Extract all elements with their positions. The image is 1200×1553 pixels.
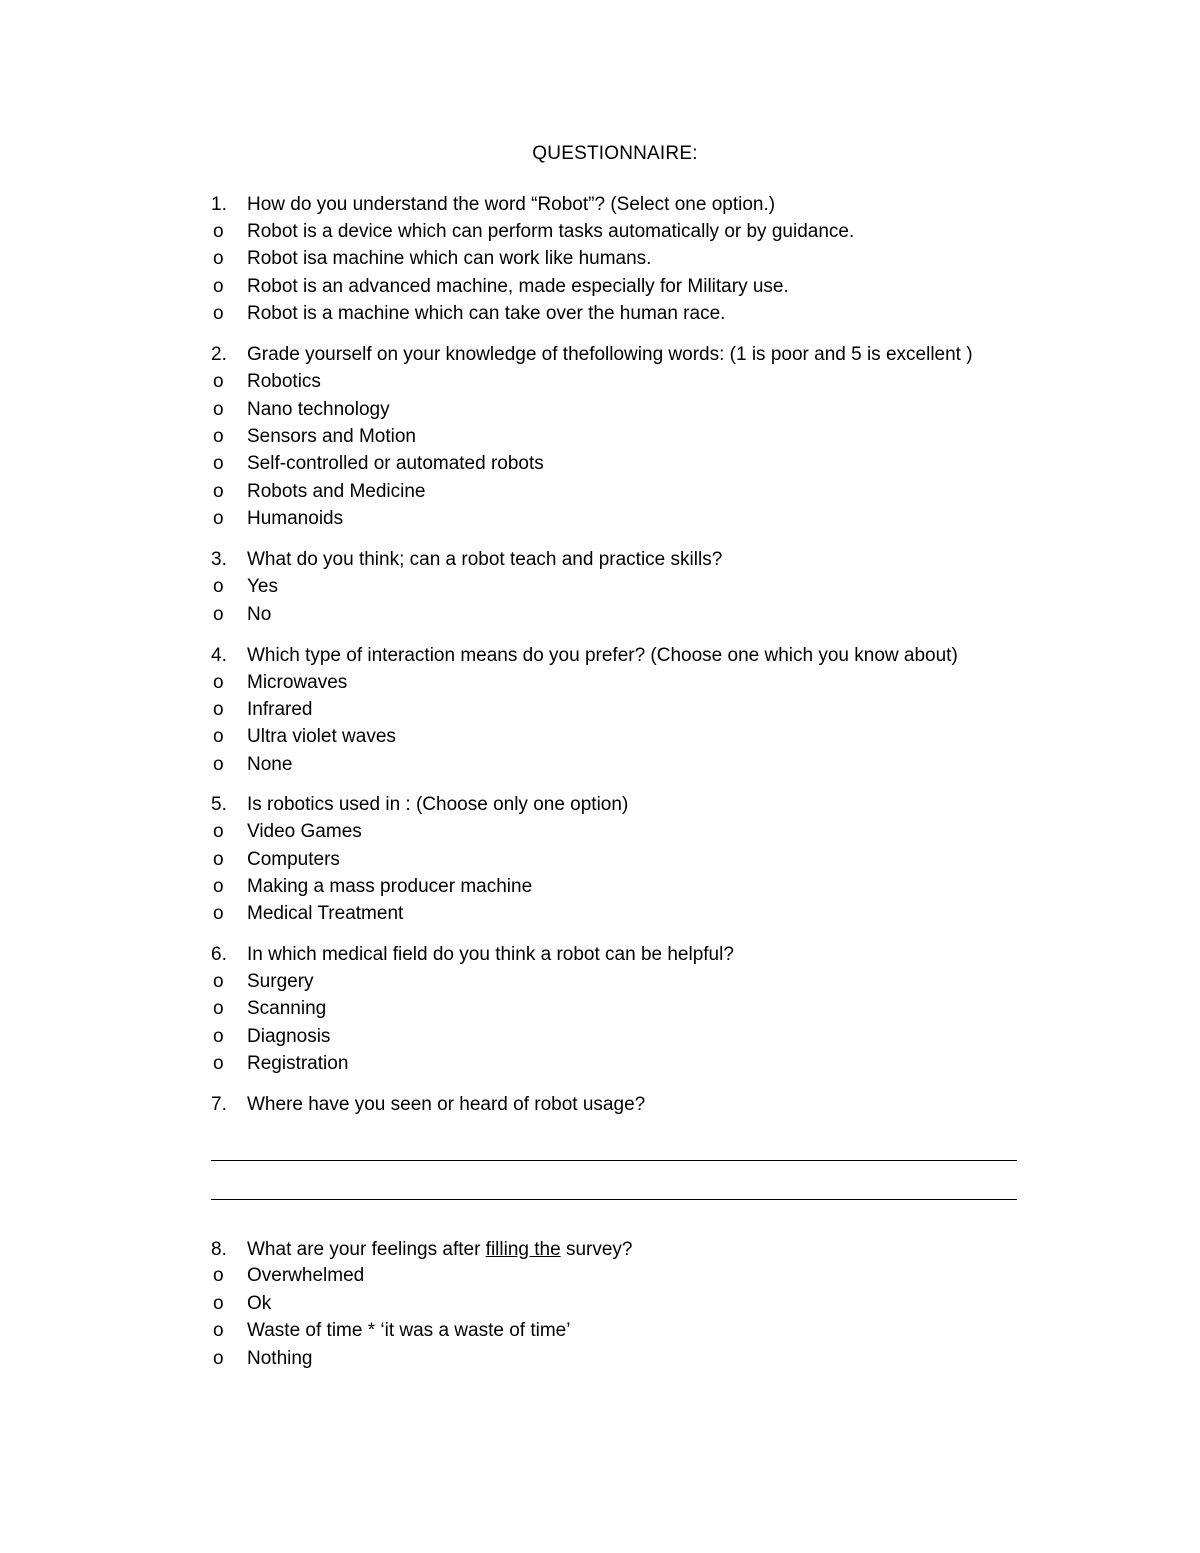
option-bullet-icon: o [213,604,224,625]
option-bullet-icon: o [213,453,224,474]
option-label: Robot is a device which can perform tasks automatically or by guidance. [247,221,855,242]
option-item[interactable] [0,218,1200,246]
option-label: Humanoids [247,508,344,529]
option-bullet-icon: o [213,971,224,992]
question-number: 7. [211,1094,227,1115]
option-label: Robot isa machine which can work like humans. [247,248,652,269]
option-bullet-icon: o [213,399,224,420]
option-item[interactable] [0,368,1200,396]
option-item[interactable] [0,1262,1200,1290]
option-bullet-icon: o [213,726,224,747]
page-title: QUESTIONNAIRE: [532,143,698,164]
question-text: Which type of interaction means do you prefer? (Choose one which you know about) [247,645,958,666]
option-item[interactable] [0,723,1200,751]
option-item[interactable] [0,1317,1200,1345]
option-label: Self-controlled or automated robots [247,453,544,474]
option-label: Nano technology [247,399,390,420]
option-item[interactable] [0,873,1200,901]
option-item[interactable] [0,846,1200,874]
option-item[interactable] [0,245,1200,273]
option-bullet-icon: o [213,1053,224,1074]
option-item[interactable] [0,995,1200,1023]
option-bullet-icon: o [213,1026,224,1047]
option-bullet-icon: o [213,508,224,529]
option-label: Microwaves [247,672,348,693]
option-item[interactable] [0,423,1200,451]
question-number: 3. [211,549,227,570]
question-6 [0,941,1200,969]
option-item[interactable] [0,669,1200,697]
question-number: 5. [211,794,227,815]
option-item[interactable] [0,1290,1200,1318]
option-item[interactable] [0,573,1200,601]
question-text: What do you think; can a robot teach and practice skills? [247,549,723,570]
option-bullet-icon: o [213,1293,224,1314]
question-text: Grade yourself on your knowledge of thefollowing words: (1 is poor and 5 is excellent ) [247,344,973,365]
option-bullet-icon: o [213,699,224,720]
option-item[interactable] [0,1345,1200,1373]
option-item[interactable] [0,478,1200,506]
option-bullet-icon: o [213,481,224,502]
question-4 [0,642,1200,670]
option-item[interactable] [0,273,1200,301]
question-2 [0,341,1200,369]
option-bullet-icon: o [213,849,224,870]
option-label: Infrared [247,699,313,720]
option-item[interactable] [0,300,1200,328]
question-number: 2. [211,344,227,365]
option-item[interactable] [0,818,1200,846]
option-bullet-icon: o [213,903,224,924]
question-text: Is robotics used in : (Choose only one option) [247,794,629,815]
option-item[interactable] [0,696,1200,724]
question-5 [0,791,1200,819]
question-number: 4. [211,645,227,666]
option-bullet-icon: o [213,754,224,775]
option-label: Yes [247,576,278,597]
option-bullet-icon: o [213,998,224,1019]
question-text-part: What are your feelings after [247,1239,486,1260]
option-label: Waste of time * ‘it was a waste of time’ [247,1320,571,1341]
option-bullet-icon: o [213,303,224,324]
answer-line[interactable] [211,1160,1017,1161]
question-3 [0,546,1200,574]
question-text-part: survey? [560,1239,633,1260]
option-label: Nothing [247,1348,313,1369]
option-label: Video Games [247,821,362,842]
question-text: In which medical field do you think a robot can be helpful? [247,944,734,965]
option-bullet-icon: o [213,276,224,297]
option-bullet-icon: o [213,576,224,597]
option-label: None [247,754,293,775]
option-bullet-icon: o [213,876,224,897]
option-label: Robot is a machine which can take over the human race. [247,303,726,324]
question-8 [0,1236,1200,1264]
option-label: Medical Treatment [247,903,404,924]
option-bullet-icon: o [213,672,224,693]
question-number: 6. [211,944,227,965]
option-item[interactable] [0,601,1200,629]
option-label: Surgery [247,971,314,992]
option-label: Robots and Medicine [247,481,426,502]
question-7 [0,1091,1200,1119]
question-text: Where have you seen or heard of robot usage? [247,1094,646,1115]
option-label: Overwhelmed [247,1265,365,1286]
option-bullet-icon: o [213,426,224,447]
option-bullet-icon: o [213,1320,224,1341]
underlined-text: filling the [485,1239,561,1260]
option-label: Scanning [247,998,327,1019]
option-item[interactable] [0,396,1200,424]
option-bullet-icon: o [213,1265,224,1286]
option-item[interactable] [0,968,1200,996]
answer-line[interactable] [211,1199,1017,1200]
option-item[interactable] [0,900,1200,928]
option-item[interactable] [0,1023,1200,1051]
option-bullet-icon: o [213,221,224,242]
question-number: 8. [211,1239,227,1260]
option-label: Registration [247,1053,349,1074]
option-bullet-icon: o [213,821,224,842]
option-item[interactable] [0,1050,1200,1078]
question-number: 1. [211,194,227,215]
option-label: Diagnosis [247,1026,331,1047]
question-text [247,1236,632,1264]
option-bullet-icon: o [213,248,224,269]
option-label: Robotics [247,371,321,392]
question-text: How do you understand the word “Robot”? (Select one option.) [247,194,776,215]
option-label: Making a mass producer machine [247,876,533,897]
option-label: Ok [247,1293,272,1314]
option-bullet-icon: o [213,371,224,392]
question-1 [0,191,1200,219]
option-item[interactable] [0,505,1200,533]
option-label: Computers [247,849,340,870]
option-item[interactable] [0,751,1200,779]
option-label: Ultra violet waves [247,726,396,747]
option-bullet-icon: o [213,1348,224,1369]
option-label: Sensors and Motion [247,426,416,447]
option-label: Robot is an advanced machine, made especially for Military use. [247,276,789,297]
option-label: No [247,604,272,625]
option-item[interactable] [0,450,1200,478]
